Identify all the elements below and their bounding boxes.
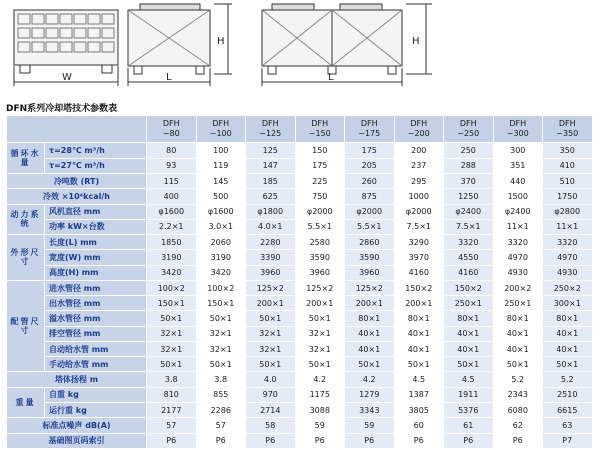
value-cell: 3320	[543, 235, 593, 250]
value-cell: 32×1	[246, 326, 296, 341]
value-cell: 7.5×1	[444, 219, 494, 234]
value-cell: 58	[246, 418, 296, 433]
model-header-6	[444, 116, 494, 143]
tower-drawings	[0, 0, 600, 98]
value-cell: 1175	[295, 387, 345, 402]
value-cell: 875	[345, 189, 395, 204]
value-cell: 4.2	[295, 372, 345, 387]
value-cell: 400	[147, 189, 197, 204]
group-label-power: 动力系统	[7, 204, 45, 235]
spec-row	[7, 250, 593, 265]
value-cell: 200×1	[394, 296, 444, 311]
value-cell: 57	[147, 418, 197, 433]
value-cell: 295	[394, 174, 444, 189]
value-cell: 2860	[345, 235, 395, 250]
value-cell: 6080	[493, 403, 543, 418]
group-label-weight: 重量	[7, 387, 45, 418]
value-cell: P6	[394, 433, 444, 448]
row-label: 出水管径 mm	[45, 296, 147, 311]
spec-row	[7, 189, 593, 204]
value-cell: 440	[493, 174, 543, 189]
row-label: 自动给水管 mm	[45, 341, 147, 356]
row-label: 溢水管径 mm	[45, 311, 147, 326]
value-cell: 40×1	[493, 326, 543, 341]
value-cell: 50×1	[147, 311, 197, 326]
value-cell: 40×1	[444, 326, 494, 341]
value-cell: 250×2	[543, 280, 593, 295]
value-cell: P6	[295, 433, 345, 448]
value-cell: P6	[345, 433, 395, 448]
value-cell: 3420	[196, 265, 246, 280]
value-cell: 351	[493, 158, 543, 173]
value-cell: 185	[246, 174, 296, 189]
value-cell: 63	[543, 418, 593, 433]
spec-row	[7, 204, 593, 219]
model-series: DFH	[162, 119, 180, 129]
model-header-1	[196, 116, 246, 143]
value-cell: 7.5×1	[394, 219, 444, 234]
value-cell: 410	[543, 158, 593, 173]
value-cell: 3960	[345, 265, 395, 280]
row-label: 冷吨数 (RT)	[7, 174, 147, 189]
model-size: −125	[259, 129, 282, 139]
spec-row	[7, 174, 593, 189]
value-cell: 80×1	[444, 311, 494, 326]
row-label: 基础图页码索引	[7, 433, 147, 448]
value-cell: φ2800	[543, 204, 593, 219]
value-cell: 1500	[493, 189, 543, 204]
value-cell: 2060	[196, 235, 246, 250]
value-cell: 3320	[493, 235, 543, 250]
value-cell: 150×1	[196, 296, 246, 311]
value-cell: 50×1	[444, 357, 494, 372]
tower-twin-view	[262, 4, 432, 86]
value-cell: 80×1	[394, 311, 444, 326]
value-cell: 3320	[444, 235, 494, 250]
value-cell: 147	[246, 158, 296, 173]
value-cell: 3290	[394, 235, 444, 250]
value-cell: 40×1	[444, 341, 494, 356]
value-cell: 50×1	[394, 357, 444, 372]
spec-row	[7, 433, 593, 448]
spec-row	[7, 387, 593, 402]
value-cell: 125	[246, 143, 296, 158]
dim-w-label: W	[62, 72, 72, 83]
value-cell: 4930	[493, 265, 543, 280]
value-cell: 300×1	[543, 296, 593, 311]
value-cell: 40×1	[345, 341, 395, 356]
model-series: DFH	[360, 119, 378, 129]
value-cell: 4.0	[246, 372, 296, 387]
dim-h-label-2: H	[412, 36, 420, 47]
spec-row	[7, 143, 593, 158]
value-cell: 115	[147, 174, 197, 189]
value-cell: 750	[295, 189, 345, 204]
value-cell: 4930	[543, 265, 593, 280]
value-cell: 5.5×1	[295, 219, 345, 234]
model-series: DFH	[212, 119, 230, 129]
value-cell: 855	[196, 387, 246, 402]
value-cell: 1250	[444, 189, 494, 204]
value-cell: 4160	[394, 265, 444, 280]
value-cell: 3.8	[196, 372, 246, 387]
row-label: 排空管径 mm	[45, 326, 147, 341]
value-cell: 5.2	[543, 372, 593, 387]
model-header-4	[345, 116, 395, 143]
value-cell: φ1600	[147, 204, 197, 219]
value-cell: 970	[246, 387, 296, 402]
row-label: 风机直径 mm	[45, 204, 147, 219]
value-cell: 4.2	[345, 372, 395, 387]
value-cell: 3970	[394, 250, 444, 265]
model-header-0	[147, 116, 197, 143]
model-header-5	[394, 116, 444, 143]
value-cell: 150×2	[444, 280, 494, 295]
value-cell: 3420	[147, 265, 197, 280]
value-cell: 4160	[444, 265, 494, 280]
dim-h-label-1: H	[217, 36, 225, 47]
table-title: DFN系列冷却塔技术参数表	[6, 104, 118, 114]
model-series: DFH	[311, 119, 329, 129]
value-cell: 62	[493, 418, 543, 433]
value-cell: φ2000	[394, 204, 444, 219]
model-series: DFH	[509, 119, 527, 129]
value-cell: 50×1	[196, 311, 246, 326]
value-cell: 4970	[543, 250, 593, 265]
row-label: 长度(L) mm	[45, 235, 147, 250]
model-size: −200	[407, 129, 430, 139]
value-cell: 150	[295, 143, 345, 158]
value-cell: 3960	[246, 265, 296, 280]
value-cell: 40×1	[345, 326, 395, 341]
spec-row	[7, 311, 593, 326]
model-series: DFH	[410, 119, 428, 129]
value-cell: 250	[444, 143, 494, 158]
model-series: DFH	[261, 119, 279, 129]
value-cell: 2343	[493, 387, 543, 402]
value-cell: 119	[196, 158, 246, 173]
value-cell: 370	[444, 174, 494, 189]
value-cell: 2510	[543, 387, 593, 402]
value-cell: 40×1	[543, 341, 593, 356]
value-cell: 50×1	[543, 357, 593, 372]
value-cell: 350	[543, 143, 593, 158]
value-cell: φ2400	[493, 204, 543, 219]
value-cell: 4970	[493, 250, 543, 265]
value-cell: 59	[295, 418, 345, 433]
value-cell: 32×1	[246, 341, 296, 356]
value-cell: 50×1	[295, 311, 345, 326]
value-cell: 40×1	[394, 341, 444, 356]
value-cell: 810	[147, 387, 197, 402]
value-cell: 3.8	[147, 372, 197, 387]
value-cell: 1000	[394, 189, 444, 204]
row-label: τ=27℃ m³/h	[45, 158, 147, 173]
value-cell: 205	[345, 158, 395, 173]
spec-table-body	[7, 116, 593, 449]
value-cell: 175	[295, 158, 345, 173]
value-cell: 237	[394, 158, 444, 173]
value-cell: 3805	[394, 403, 444, 418]
value-cell: 200×1	[246, 296, 296, 311]
value-cell: 57	[196, 418, 246, 433]
value-cell: 2286	[196, 403, 246, 418]
value-cell: 11×1	[493, 219, 543, 234]
value-cell: 3343	[345, 403, 395, 418]
value-cell: 625	[246, 189, 296, 204]
value-cell: 260	[345, 174, 395, 189]
value-cell: 4.5	[444, 372, 494, 387]
row-label: 高度(H) mm	[45, 265, 147, 280]
value-cell: 145	[196, 174, 246, 189]
spec-row	[7, 296, 593, 311]
value-cell: 50×1	[295, 357, 345, 372]
value-cell: 5.5×1	[345, 219, 395, 234]
value-cell: 5376	[444, 403, 494, 418]
value-cell: P6	[147, 433, 197, 448]
spec-row	[7, 280, 593, 295]
row-label: 塔体扬程 m	[7, 372, 147, 387]
spec-row	[7, 219, 593, 234]
value-cell: 40×1	[493, 341, 543, 356]
row-label: 功率 kW×台数	[45, 219, 147, 234]
value-cell: 3190	[196, 250, 246, 265]
value-cell: 200×1	[295, 296, 345, 311]
value-cell: 200	[394, 143, 444, 158]
value-cell: 4550	[444, 250, 494, 265]
value-cell: P7	[543, 433, 593, 448]
value-cell: 32×1	[295, 326, 345, 341]
value-cell: φ2000	[345, 204, 395, 219]
group-label-pipe: 配管尺寸	[7, 280, 45, 372]
model-header-2	[246, 116, 296, 143]
model-size: −300	[506, 129, 529, 139]
spec-row	[7, 341, 593, 356]
value-cell: 250×1	[493, 296, 543, 311]
value-cell: 80×1	[543, 311, 593, 326]
spec-row	[7, 326, 593, 341]
value-cell: 3590	[345, 250, 395, 265]
row-label: 进水管径 mm	[45, 280, 147, 295]
value-cell: 3190	[147, 250, 197, 265]
model-header-8	[543, 116, 593, 143]
row-label: 运行重 kg	[45, 403, 147, 418]
value-cell: 6615	[543, 403, 593, 418]
model-series: DFH	[459, 119, 477, 129]
row-label: 标准点噪声 dB(A)	[7, 418, 147, 433]
value-cell: 2177	[147, 403, 197, 418]
value-cell: 61	[444, 418, 494, 433]
spec-row	[7, 357, 593, 372]
value-cell: 250×1	[444, 296, 494, 311]
value-cell: 1911	[444, 387, 494, 402]
model-size: −100	[209, 129, 232, 139]
value-cell: 93	[147, 158, 197, 173]
header-corner	[7, 116, 147, 143]
spec-row	[7, 418, 593, 433]
value-cell: φ2000	[295, 204, 345, 219]
row-label: 冷效 ×10⁴kcal/h	[7, 189, 147, 204]
group-label-flow: 循环水量	[7, 143, 45, 174]
spec-row	[7, 403, 593, 418]
value-cell: 3.0×1	[196, 219, 246, 234]
value-cell: 40×1	[394, 326, 444, 341]
value-cell: P6	[444, 433, 494, 448]
value-cell: 200×1	[345, 296, 395, 311]
dim-l-label-2: L	[328, 72, 334, 83]
model-series: DFH	[558, 119, 576, 129]
value-cell: 4.5	[394, 372, 444, 387]
value-cell: 32×1	[295, 341, 345, 356]
value-cell: 150×1	[147, 296, 197, 311]
value-cell: 3390	[246, 250, 296, 265]
model-size: −175	[358, 129, 381, 139]
value-cell: 300	[493, 143, 543, 158]
group-label-shape: 外形尺寸	[7, 235, 45, 281]
model-header-7	[493, 116, 543, 143]
value-cell: 32×1	[147, 326, 197, 341]
value-cell: 2714	[246, 403, 296, 418]
value-cell: 3960	[295, 265, 345, 280]
value-cell: P6	[246, 433, 296, 448]
spec-table	[6, 115, 593, 449]
value-cell: 59	[345, 418, 395, 433]
value-cell: 175	[345, 143, 395, 158]
value-cell: 50×1	[196, 357, 246, 372]
value-cell: 80	[147, 143, 197, 158]
value-cell: 1387	[394, 387, 444, 402]
value-cell: 100	[196, 143, 246, 158]
row-label: 自重 kg	[45, 387, 147, 402]
value-cell: 2580	[295, 235, 345, 250]
value-cell: 125×2	[246, 280, 296, 295]
value-cell: 60	[394, 418, 444, 433]
value-cell: 4.0×1	[246, 219, 296, 234]
value-cell: 1750	[543, 189, 593, 204]
value-cell: 80×1	[493, 311, 543, 326]
spec-row	[7, 372, 593, 387]
value-cell: φ2400	[444, 204, 494, 219]
value-cell: 2280	[246, 235, 296, 250]
model-size: −80	[162, 129, 180, 139]
model-size: −250	[457, 129, 480, 139]
row-label: τ=28℃ m³/h	[45, 143, 147, 158]
value-cell: 125×2	[295, 280, 345, 295]
model-header-3	[295, 116, 345, 143]
value-cell: 32×1	[147, 341, 197, 356]
value-cell: P6	[493, 433, 543, 448]
value-cell: 5.2	[493, 372, 543, 387]
value-cell: 288	[444, 158, 494, 173]
value-cell: 3590	[295, 250, 345, 265]
row-label: 手动给水管 mm	[45, 357, 147, 372]
value-cell: φ1800	[246, 204, 296, 219]
row-label: 宽度(W) mm	[45, 250, 147, 265]
spec-row	[7, 158, 593, 173]
value-cell: 50×1	[246, 357, 296, 372]
value-cell: 50×1	[493, 357, 543, 372]
value-cell: 1850	[147, 235, 197, 250]
value-cell: 50×1	[246, 311, 296, 326]
value-cell: 100×2	[196, 280, 246, 295]
value-cell: 50×1	[345, 357, 395, 372]
value-cell: 100×2	[147, 280, 197, 295]
value-cell: φ1600	[196, 204, 246, 219]
spec-row	[7, 265, 593, 280]
dim-l-label-1: L	[166, 72, 172, 83]
value-cell: 125×2	[345, 280, 395, 295]
value-cell: 3088	[295, 403, 345, 418]
value-cell: 1279	[345, 387, 395, 402]
model-size: −150	[308, 129, 331, 139]
value-cell: 11×1	[543, 219, 593, 234]
value-cell: 500	[196, 189, 246, 204]
value-cell: 50×1	[147, 357, 197, 372]
value-cell: 32×1	[196, 341, 246, 356]
value-cell: 225	[295, 174, 345, 189]
model-size: −350	[556, 129, 579, 139]
value-cell: 40×1	[543, 326, 593, 341]
value-cell: 80×1	[345, 311, 395, 326]
model-header-row	[7, 116, 593, 143]
value-cell: 150×2	[394, 280, 444, 295]
value-cell: 510	[543, 174, 593, 189]
value-cell: 2.2×1	[147, 219, 197, 234]
value-cell: 200×2	[493, 280, 543, 295]
value-cell: P6	[196, 433, 246, 448]
value-cell: 32×1	[196, 326, 246, 341]
spec-row	[7, 235, 593, 250]
